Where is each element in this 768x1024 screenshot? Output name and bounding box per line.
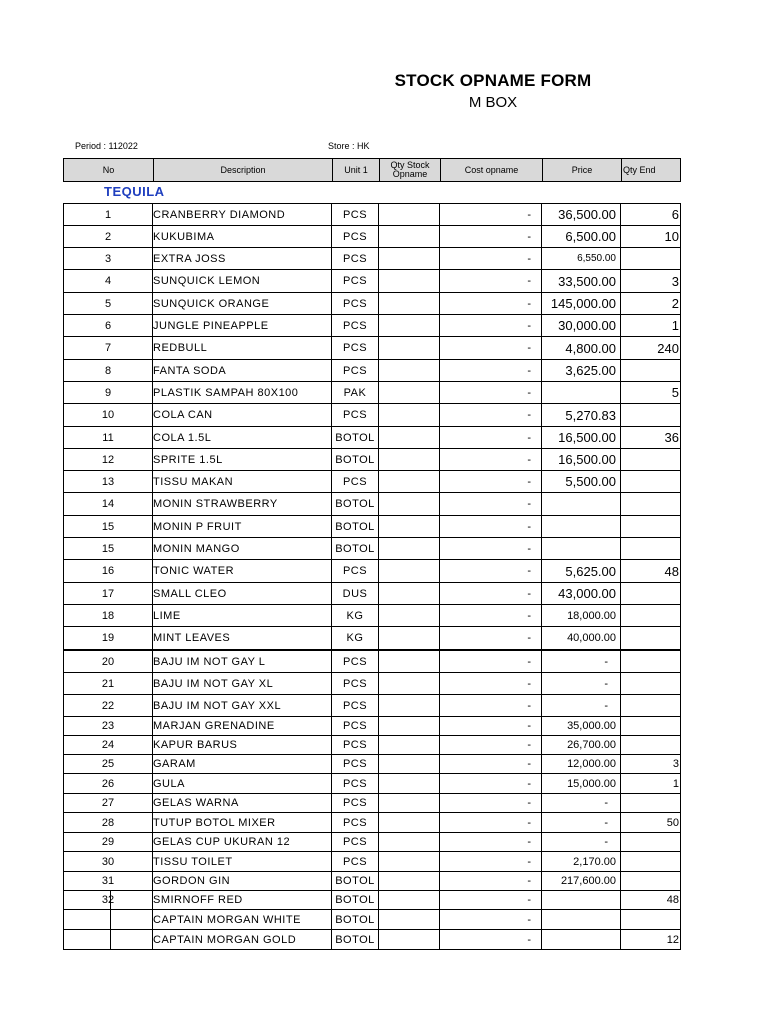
row-cost: - <box>440 449 542 470</box>
row-qty-stock <box>379 872 440 890</box>
row-qty-stock <box>379 774 440 793</box>
row-number: 31 <box>63 872 153 890</box>
row-qty-end: 48 <box>621 891 681 909</box>
row-qty-end: 36 <box>621 427 681 448</box>
table-row <box>63 449 681 471</box>
row-price <box>542 493 621 515</box>
row-description: CAPTAIN MORGAN GOLD <box>153 930 332 949</box>
row-cost: - <box>440 538 542 559</box>
row-unit: BOTOL <box>332 872 379 890</box>
row-cost: - <box>440 560 542 582</box>
row-unit: PCS <box>332 270 379 292</box>
row-description: TUTUP BOTOL MIXER <box>153 813 332 832</box>
row-qty-stock <box>379 427 440 448</box>
table-row <box>63 204 681 226</box>
row-qty-stock <box>379 493 440 515</box>
row-qty-stock <box>379 315 440 336</box>
row-unit: BOTOL <box>332 449 379 470</box>
row-qty-stock <box>379 673 440 694</box>
row-cost: - <box>440 382 542 403</box>
row-number: 15 <box>63 538 153 559</box>
row-qty-end: 10 <box>621 226 681 247</box>
row-qty-stock <box>379 736 440 754</box>
row-cost: - <box>440 360 542 381</box>
row-qty-end: 50 <box>621 813 681 832</box>
row-description: SMIRNOFF RED <box>153 891 332 909</box>
row-price: - <box>542 651 621 672</box>
row-unit: PCS <box>332 293 379 314</box>
table-row <box>63 471 681 493</box>
row-number: 10 <box>63 404 153 426</box>
row-cost: - <box>440 891 542 909</box>
row-unit: PCS <box>332 717 379 735</box>
cell-divider <box>110 930 111 949</box>
row-number: 16 <box>63 560 153 582</box>
row-unit: PCS <box>332 471 379 492</box>
row-price: 5,270.83 <box>542 404 621 426</box>
row-description: GARAM <box>153 755 332 773</box>
row-cost: - <box>440 516 542 537</box>
table-row <box>63 404 681 427</box>
row-number: 25 <box>63 755 153 773</box>
row-cost: - <box>440 427 542 448</box>
table-row <box>63 872 681 891</box>
row-cost: - <box>440 852 542 871</box>
row-qty-end <box>621 471 681 492</box>
row-cost: - <box>440 226 542 247</box>
row-price <box>542 516 621 537</box>
row-qty-end: 5 <box>621 382 681 403</box>
row-cost: - <box>440 651 542 672</box>
table-row <box>63 717 681 736</box>
row-cost: - <box>440 695 542 716</box>
row-unit: PCS <box>332 337 379 359</box>
row-qty-stock <box>379 248 440 269</box>
table-row <box>63 852 681 872</box>
row-description: SPRITE 1.5L <box>153 449 332 470</box>
row-qty-end <box>621 605 681 626</box>
row-price: - <box>542 833 621 851</box>
row-qty-end: 6 <box>621 204 681 225</box>
row-qty-end <box>621 538 681 559</box>
row-unit: PCS <box>332 560 379 582</box>
cell-divider <box>110 910 111 929</box>
row-description: REDBULL <box>153 337 332 359</box>
period-label: Period : 112022 <box>75 141 138 151</box>
row-number: 9 <box>63 382 153 403</box>
row-qty-end: 12 <box>621 930 681 949</box>
row-unit: PCS <box>332 404 379 426</box>
row-description: GELAS WARNA <box>153 794 332 812</box>
row-unit: PCS <box>332 651 379 672</box>
table-row <box>63 794 681 813</box>
row-cost: - <box>440 204 542 225</box>
table-row <box>63 315 681 337</box>
header-no: No <box>64 159 154 181</box>
row-price: 217,600.00 <box>542 872 621 890</box>
form-subtitle: M BOX <box>468 94 518 111</box>
row-description: TISSU MAKAN <box>153 471 332 492</box>
row-number: 6 <box>63 315 153 336</box>
row-description: JUNGLE PINEAPPLE <box>153 315 332 336</box>
row-description: SMALL CLEO <box>153 583 332 604</box>
row-qty-stock <box>379 910 440 929</box>
table-row <box>63 833 681 852</box>
row-price: 6,500.00 <box>542 226 621 247</box>
row-qty-end: 3 <box>621 270 681 292</box>
row-price <box>542 382 621 403</box>
row-price: 15,000.00 <box>542 774 621 793</box>
table-row <box>63 891 681 910</box>
row-price: 35,000.00 <box>542 717 621 735</box>
row-unit: BOTOL <box>332 910 379 929</box>
row-cost: - <box>440 910 542 929</box>
row-qty-end <box>621 872 681 890</box>
row-qty-end <box>621 651 681 672</box>
row-qty-end <box>621 833 681 851</box>
row-price <box>542 930 621 949</box>
row-price: 33,500.00 <box>542 270 621 292</box>
row-number: 28 <box>63 813 153 832</box>
row-price: 30,000.00 <box>542 315 621 336</box>
table-row <box>63 910 681 930</box>
row-description: CAPTAIN MORGAN WHITE <box>153 910 332 929</box>
row-cost: - <box>440 293 542 314</box>
row-description: SUNQUICK LEMON <box>153 270 332 292</box>
row-unit: BOTOL <box>332 427 379 448</box>
header-cost: Cost opname <box>441 159 543 181</box>
row-unit: PCS <box>332 794 379 812</box>
row-qty-stock <box>379 560 440 582</box>
row-price: 40,000.00 <box>542 627 621 649</box>
table-row <box>63 248 681 270</box>
row-cost: - <box>440 872 542 890</box>
row-qty-stock <box>379 270 440 292</box>
row-number: 7 <box>63 337 153 359</box>
row-number: 22 <box>63 695 153 716</box>
header-qty-end: Qty End <box>623 164 656 175</box>
section-title: TEQUILA <box>104 184 165 199</box>
row-number: 5 <box>63 293 153 314</box>
row-number: 17 <box>63 583 153 604</box>
row-number: 20 <box>63 651 153 672</box>
row-number: 30 <box>63 852 153 871</box>
row-qty-end <box>621 360 681 381</box>
table-row <box>63 627 681 651</box>
form-title: STOCK OPNAME FORM <box>394 71 592 90</box>
row-price <box>542 891 621 909</box>
header-description: Description <box>154 159 333 181</box>
row-qty-stock <box>379 794 440 812</box>
row-price: 26,700.00 <box>542 736 621 754</box>
table-row <box>63 360 681 382</box>
row-qty-end: 48 <box>621 560 681 582</box>
row-price: - <box>542 673 621 694</box>
row-cost: - <box>440 736 542 754</box>
row-qty-end <box>621 794 681 812</box>
row-cost: - <box>440 755 542 773</box>
row-number: 12 <box>63 449 153 470</box>
row-unit: BOTOL <box>332 891 379 909</box>
row-qty-stock <box>379 516 440 537</box>
row-number: 11 <box>63 427 153 448</box>
cell-divider <box>110 891 111 909</box>
row-qty-stock <box>379 852 440 871</box>
row-description: MONIN MANGO <box>153 538 332 559</box>
row-qty-stock <box>379 717 440 735</box>
row-price <box>542 538 621 559</box>
row-qty-stock <box>379 382 440 403</box>
row-number: 1 <box>63 204 153 225</box>
row-unit: PAK <box>332 382 379 403</box>
row-price: 3,625.00 <box>542 360 621 381</box>
row-number: 8 <box>63 360 153 381</box>
table-row <box>63 813 681 833</box>
table-row <box>63 382 681 404</box>
row-price: 5,500.00 <box>542 471 621 492</box>
row-unit: PCS <box>332 204 379 225</box>
row-qty-stock <box>379 337 440 359</box>
table-row <box>63 673 681 695</box>
table-row <box>63 755 681 774</box>
row-unit: BOTOL <box>332 538 379 559</box>
row-description: EXTRA JOSS <box>153 248 332 269</box>
row-qty-end: 1 <box>621 774 681 793</box>
row-unit: KG <box>332 605 379 626</box>
row-qty-end <box>621 673 681 694</box>
row-cost: - <box>440 774 542 793</box>
row-qty-end <box>621 910 681 929</box>
row-number: 19 <box>63 627 153 649</box>
row-qty-end <box>621 516 681 537</box>
row-qty-stock <box>379 605 440 626</box>
header-qty-stock: Qty Stock Opname <box>380 159 441 181</box>
row-qty-end: 3 <box>621 755 681 773</box>
row-cost: - <box>440 833 542 851</box>
table-row <box>63 493 681 516</box>
table-row <box>63 651 681 673</box>
row-price: 12,000.00 <box>542 755 621 773</box>
table-row <box>63 270 681 293</box>
row-description: BAJU IM NOT GAY XXL <box>153 695 332 716</box>
row-unit: PCS <box>332 673 379 694</box>
row-description: TONIC WATER <box>153 560 332 582</box>
row-cost: - <box>440 794 542 812</box>
row-qty-stock <box>379 833 440 851</box>
table-row <box>63 337 681 360</box>
row-description: GULA <box>153 774 332 793</box>
row-number: 14 <box>63 493 153 515</box>
row-unit: PCS <box>332 755 379 773</box>
row-number: 24 <box>63 736 153 754</box>
row-description: BAJU IM NOT GAY XL <box>153 673 332 694</box>
row-qty-stock <box>379 360 440 381</box>
row-qty-stock <box>379 226 440 247</box>
row-description: PLASTIK SAMPAH 80X100 <box>153 382 332 403</box>
row-unit: PCS <box>332 852 379 871</box>
row-qty-end: 1 <box>621 315 681 336</box>
row-cost: - <box>440 404 542 426</box>
row-unit: PCS <box>332 813 379 832</box>
table-row <box>63 538 681 560</box>
row-number: 18 <box>63 605 153 626</box>
row-qty-stock <box>379 695 440 716</box>
row-unit: PCS <box>332 248 379 269</box>
table-row <box>63 226 681 248</box>
row-cost: - <box>440 813 542 832</box>
row-description: MONIN STRAWBERRY <box>153 493 332 515</box>
row-description: FANTA SODA <box>153 360 332 381</box>
row-cost: - <box>440 583 542 604</box>
row-unit: DUS <box>332 583 379 604</box>
row-qty-end <box>621 583 681 604</box>
row-description: GORDON GIN <box>153 872 332 890</box>
table-row <box>63 427 681 449</box>
row-qty-stock <box>379 449 440 470</box>
row-number: 26 <box>63 774 153 793</box>
row-number: 3 <box>63 248 153 269</box>
row-description: COLA 1.5L <box>153 427 332 448</box>
row-qty-stock <box>379 293 440 314</box>
row-description: KAPUR BARUS <box>153 736 332 754</box>
row-qty-end <box>621 717 681 735</box>
row-price: - <box>542 794 621 812</box>
row-qty-stock <box>379 404 440 426</box>
row-description: LIME <box>153 605 332 626</box>
row-price: 16,500.00 <box>542 427 621 448</box>
row-qty-end <box>621 404 681 426</box>
row-number: 2 <box>63 226 153 247</box>
row-cost: - <box>440 717 542 735</box>
row-qty-stock <box>379 813 440 832</box>
row-description: GELAS CUP UKURAN 12 <box>153 833 332 851</box>
row-price: 5,625.00 <box>542 560 621 582</box>
row-number: 4 <box>63 270 153 292</box>
table-row <box>63 605 681 627</box>
row-unit: PCS <box>332 774 379 793</box>
row-price: - <box>542 813 621 832</box>
row-unit: PCS <box>332 695 379 716</box>
row-unit: PCS <box>332 736 379 754</box>
row-description: MARJAN GRENADINE <box>153 717 332 735</box>
row-description: BAJU IM NOT GAY L <box>153 651 332 672</box>
row-qty-stock <box>379 930 440 949</box>
row-price: 145,000.00 <box>542 293 621 314</box>
row-unit: PCS <box>332 360 379 381</box>
row-qty-stock <box>379 651 440 672</box>
row-number: 27 <box>63 794 153 812</box>
row-price: - <box>542 695 621 716</box>
row-unit: BOTOL <box>332 493 379 515</box>
row-qty-stock <box>379 755 440 773</box>
row-qty-stock <box>379 891 440 909</box>
row-qty-end <box>621 695 681 716</box>
table-row <box>63 774 681 794</box>
row-qty-stock <box>379 627 440 649</box>
row-price: 6,550.00 <box>542 248 621 269</box>
row-number: 29 <box>63 833 153 851</box>
table-header <box>63 158 681 182</box>
row-qty-stock <box>379 471 440 492</box>
row-price: 16,500.00 <box>542 449 621 470</box>
row-cost: - <box>440 930 542 949</box>
row-description: CRANBERRY DIAMOND <box>153 204 332 225</box>
header-unit: Unit 1 <box>333 159 380 181</box>
row-description: MINT LEAVES <box>153 627 332 649</box>
row-qty-stock <box>379 538 440 559</box>
row-unit: PCS <box>332 315 379 336</box>
row-qty-end <box>621 627 681 649</box>
store-label: Store : HK <box>328 141 370 151</box>
row-description: KUKUBIMA <box>153 226 332 247</box>
row-unit: KG <box>332 627 379 649</box>
row-cost: - <box>440 605 542 626</box>
table-row <box>63 560 681 583</box>
row-qty-end: 2 <box>621 293 681 314</box>
row-cost: - <box>440 315 542 336</box>
row-price: 43,000.00 <box>542 583 621 604</box>
row-unit: BOTOL <box>332 930 379 949</box>
table-row <box>63 293 681 315</box>
row-number: 13 <box>63 471 153 492</box>
row-unit: PCS <box>332 226 379 247</box>
row-unit: BOTOL <box>332 516 379 537</box>
table-row <box>63 516 681 538</box>
row-unit: PCS <box>332 833 379 851</box>
row-qty-end <box>621 493 681 515</box>
row-cost: - <box>440 248 542 269</box>
row-description: MONIN P FRUIT <box>153 516 332 537</box>
row-number: 15 <box>63 516 153 537</box>
row-cost: - <box>440 673 542 694</box>
table-row <box>63 930 681 950</box>
row-qty-stock <box>379 204 440 225</box>
row-number: 21 <box>63 673 153 694</box>
row-cost: - <box>440 471 542 492</box>
row-cost: - <box>440 493 542 515</box>
row-qty-end <box>621 248 681 269</box>
row-number: 32 <box>63 891 153 909</box>
row-number: 23 <box>63 717 153 735</box>
row-description: TISSU TOILET <box>153 852 332 871</box>
row-cost: - <box>440 270 542 292</box>
row-qty-end: 240 <box>621 337 681 359</box>
row-description: SUNQUICK ORANGE <box>153 293 332 314</box>
row-price: 18,000.00 <box>542 605 621 626</box>
header-price: Price <box>543 159 622 181</box>
row-price <box>542 910 621 929</box>
row-description: COLA CAN <box>153 404 332 426</box>
row-price: 4,800.00 <box>542 337 621 359</box>
row-qty-stock <box>379 583 440 604</box>
table-row <box>63 736 681 755</box>
row-cost: - <box>440 627 542 649</box>
row-cost: - <box>440 337 542 359</box>
row-number <box>63 910 153 929</box>
table-row <box>63 695 681 717</box>
row-qty-end <box>621 449 681 470</box>
table-row <box>63 583 681 605</box>
row-price: 2,170.00 <box>542 852 621 871</box>
row-qty-end <box>621 852 681 871</box>
row-qty-end <box>621 736 681 754</box>
row-number <box>63 930 153 949</box>
row-price: 36,500.00 <box>542 204 621 225</box>
